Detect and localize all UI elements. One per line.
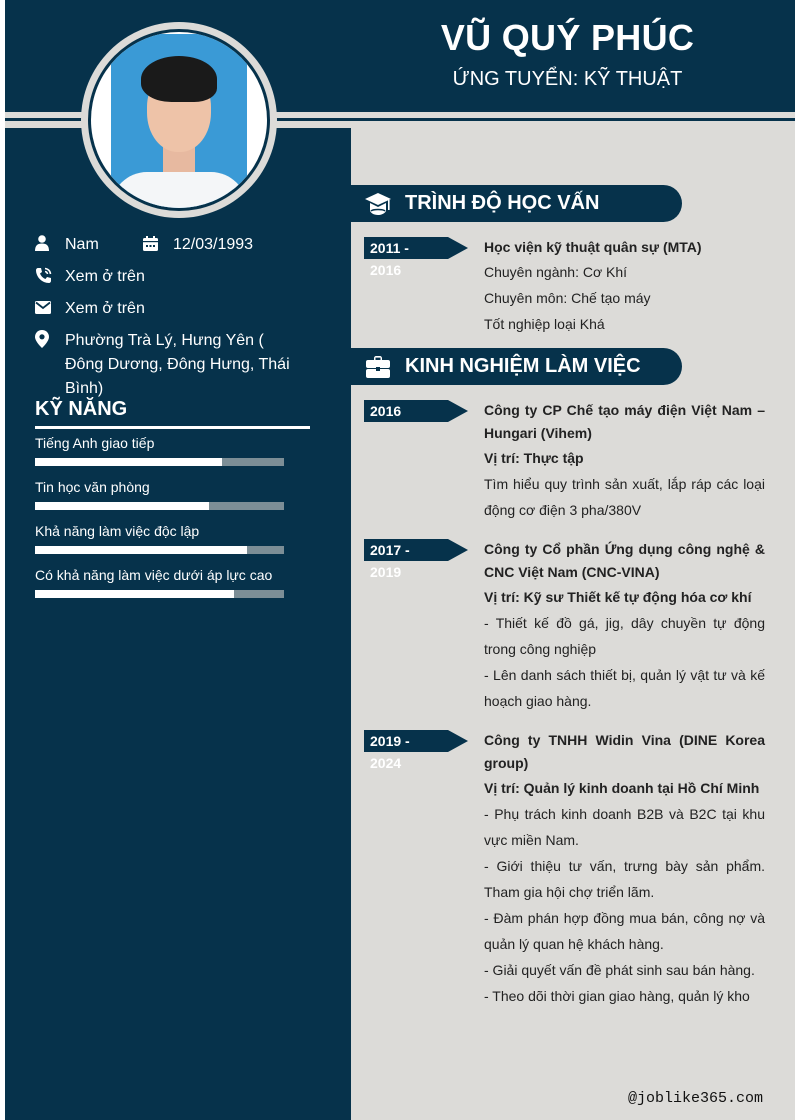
- experience-period-tag: 2017 - 2019: [364, 539, 468, 561]
- experience-entry: Công ty CP Chế tạo máy điện Việt Nam – Hungari (Vihem) Vị trí: Thực tập Tìm hiểu quy trình sản xuất, lắp ráp các loại động cơ điện 3 pha/380V: [484, 399, 765, 523]
- skill-bar-fill: [35, 502, 209, 510]
- skill-bar-fill: [35, 546, 247, 554]
- user-icon: [35, 233, 65, 253]
- skill-bar-fill: [35, 458, 222, 466]
- skill-bar: [35, 502, 284, 510]
- skill-bar: [35, 458, 284, 466]
- job-position: Vị trí: Quản lý kinh doanh tại Hồ Chí Minh: [484, 780, 760, 796]
- skill-item: Có khả năng làm việc dưới áp lực cao: [35, 566, 285, 598]
- company-name: Công ty Cổ phần Ứng dụng công nghệ & CNC Việt Nam (CNC-VINA): [484, 541, 765, 580]
- envelope-icon: [35, 297, 65, 317]
- contact-birthday: 12/03/1993: [143, 233, 253, 257]
- skill-bar: [35, 546, 284, 554]
- skills-heading: KỸ NĂNG: [35, 398, 128, 420]
- candidate-name: VŨ QUÝ PHÚC: [440, 17, 695, 58]
- cv-page: [5, 0, 795, 1120]
- profile-photo: [111, 34, 247, 208]
- skill-item: Tiếng Anh giao tiếp: [35, 434, 285, 466]
- phone-icon: [35, 265, 65, 285]
- experience-period-tag: 2019 - 2024: [364, 730, 468, 752]
- contact-phone: Xem ở trên: [35, 265, 145, 289]
- skill-bar-fill: [35, 590, 234, 598]
- company-name: Công ty CP Chế tạo máy điện Việt Nam – Hungari (Vihem): [484, 402, 765, 441]
- contact-address: Phường Trà Lý, Hưng Yên ( Đông Dương, Đông Hưng, Thái Bình): [35, 329, 305, 401]
- watermark: @joblike365.com: [627, 1090, 763, 1107]
- graduation-cap-icon: [351, 192, 405, 216]
- skill-bar: [35, 590, 284, 598]
- company-name: Công ty TNHH Widin Vina (DINE Korea group): [484, 732, 765, 771]
- experience-section-header: KINH NGHIỆM LÀM VIỆC: [351, 348, 682, 385]
- skill-item: Tin học văn phòng: [35, 478, 285, 510]
- education-period-tag: 2011 - 2016: [364, 237, 468, 259]
- experience-entry: Công ty Cổ phần Ứng dụng công nghệ & CNC Việt Nam (CNC-VINA) Vị trí: Kỹ sư Thiết kế tự động hóa cơ khí - Thiết kế đồ gá, jig, dây chuyền tự động trong công nghiệp - Lên danh sách thiết bị, quản lý vật tư và kế hoạch giao hàng.: [484, 538, 765, 714]
- experience-period-tag: 2016: [364, 400, 468, 422]
- school-name: Học viện kỹ thuật quân sự (MTA): [484, 239, 702, 255]
- education-entry: Học viện kỹ thuật quân sự (MTA) Chuyên ngành: Cơ Khí Chuyên môn: Chế tạo máy Tốt nghiệp loại Khá: [484, 236, 765, 337]
- contact-gender: Nam: [35, 233, 99, 257]
- avatar: [91, 32, 267, 208]
- contact-email: Xem ở trên: [35, 297, 145, 321]
- experience-entry: Công ty TNHH Widin Vina (DINE Korea group) Vị trí: Quản lý kinh doanh tại Hồ Chí Minh - Phụ trách kinh doanh B2B và B2C tại khu vực miền Nam. - Giới thiệu tư vấn, trưng bày sản phẩm. Tham gia hội chợ triển lãm. - Đàm phán hợp đồng mua bán, công nợ và quản lý quan hệ khách hàng. - Giải quyết vấn đề phát sinh sau bán hàng. - Theo dõi thời gian giao hàng, quản lý kho: [484, 729, 765, 1009]
- job-position: Vị trí: Kỹ sư Thiết kế tự động hóa cơ khí: [484, 589, 752, 605]
- skills-divider: [35, 426, 310, 429]
- map-marker-icon: [35, 329, 65, 349]
- calendar-icon: [143, 233, 173, 253]
- applied-position: ỨNG TUYỂN: KỸ THUẬT: [452, 68, 683, 90]
- briefcase-icon: [351, 356, 405, 378]
- skill-item: Khả năng làm việc độc lập: [35, 522, 285, 554]
- education-section-header: TRÌNH ĐỘ HỌC VẤN: [351, 185, 682, 222]
- job-position: Vị trí: Thực tập: [484, 450, 584, 466]
